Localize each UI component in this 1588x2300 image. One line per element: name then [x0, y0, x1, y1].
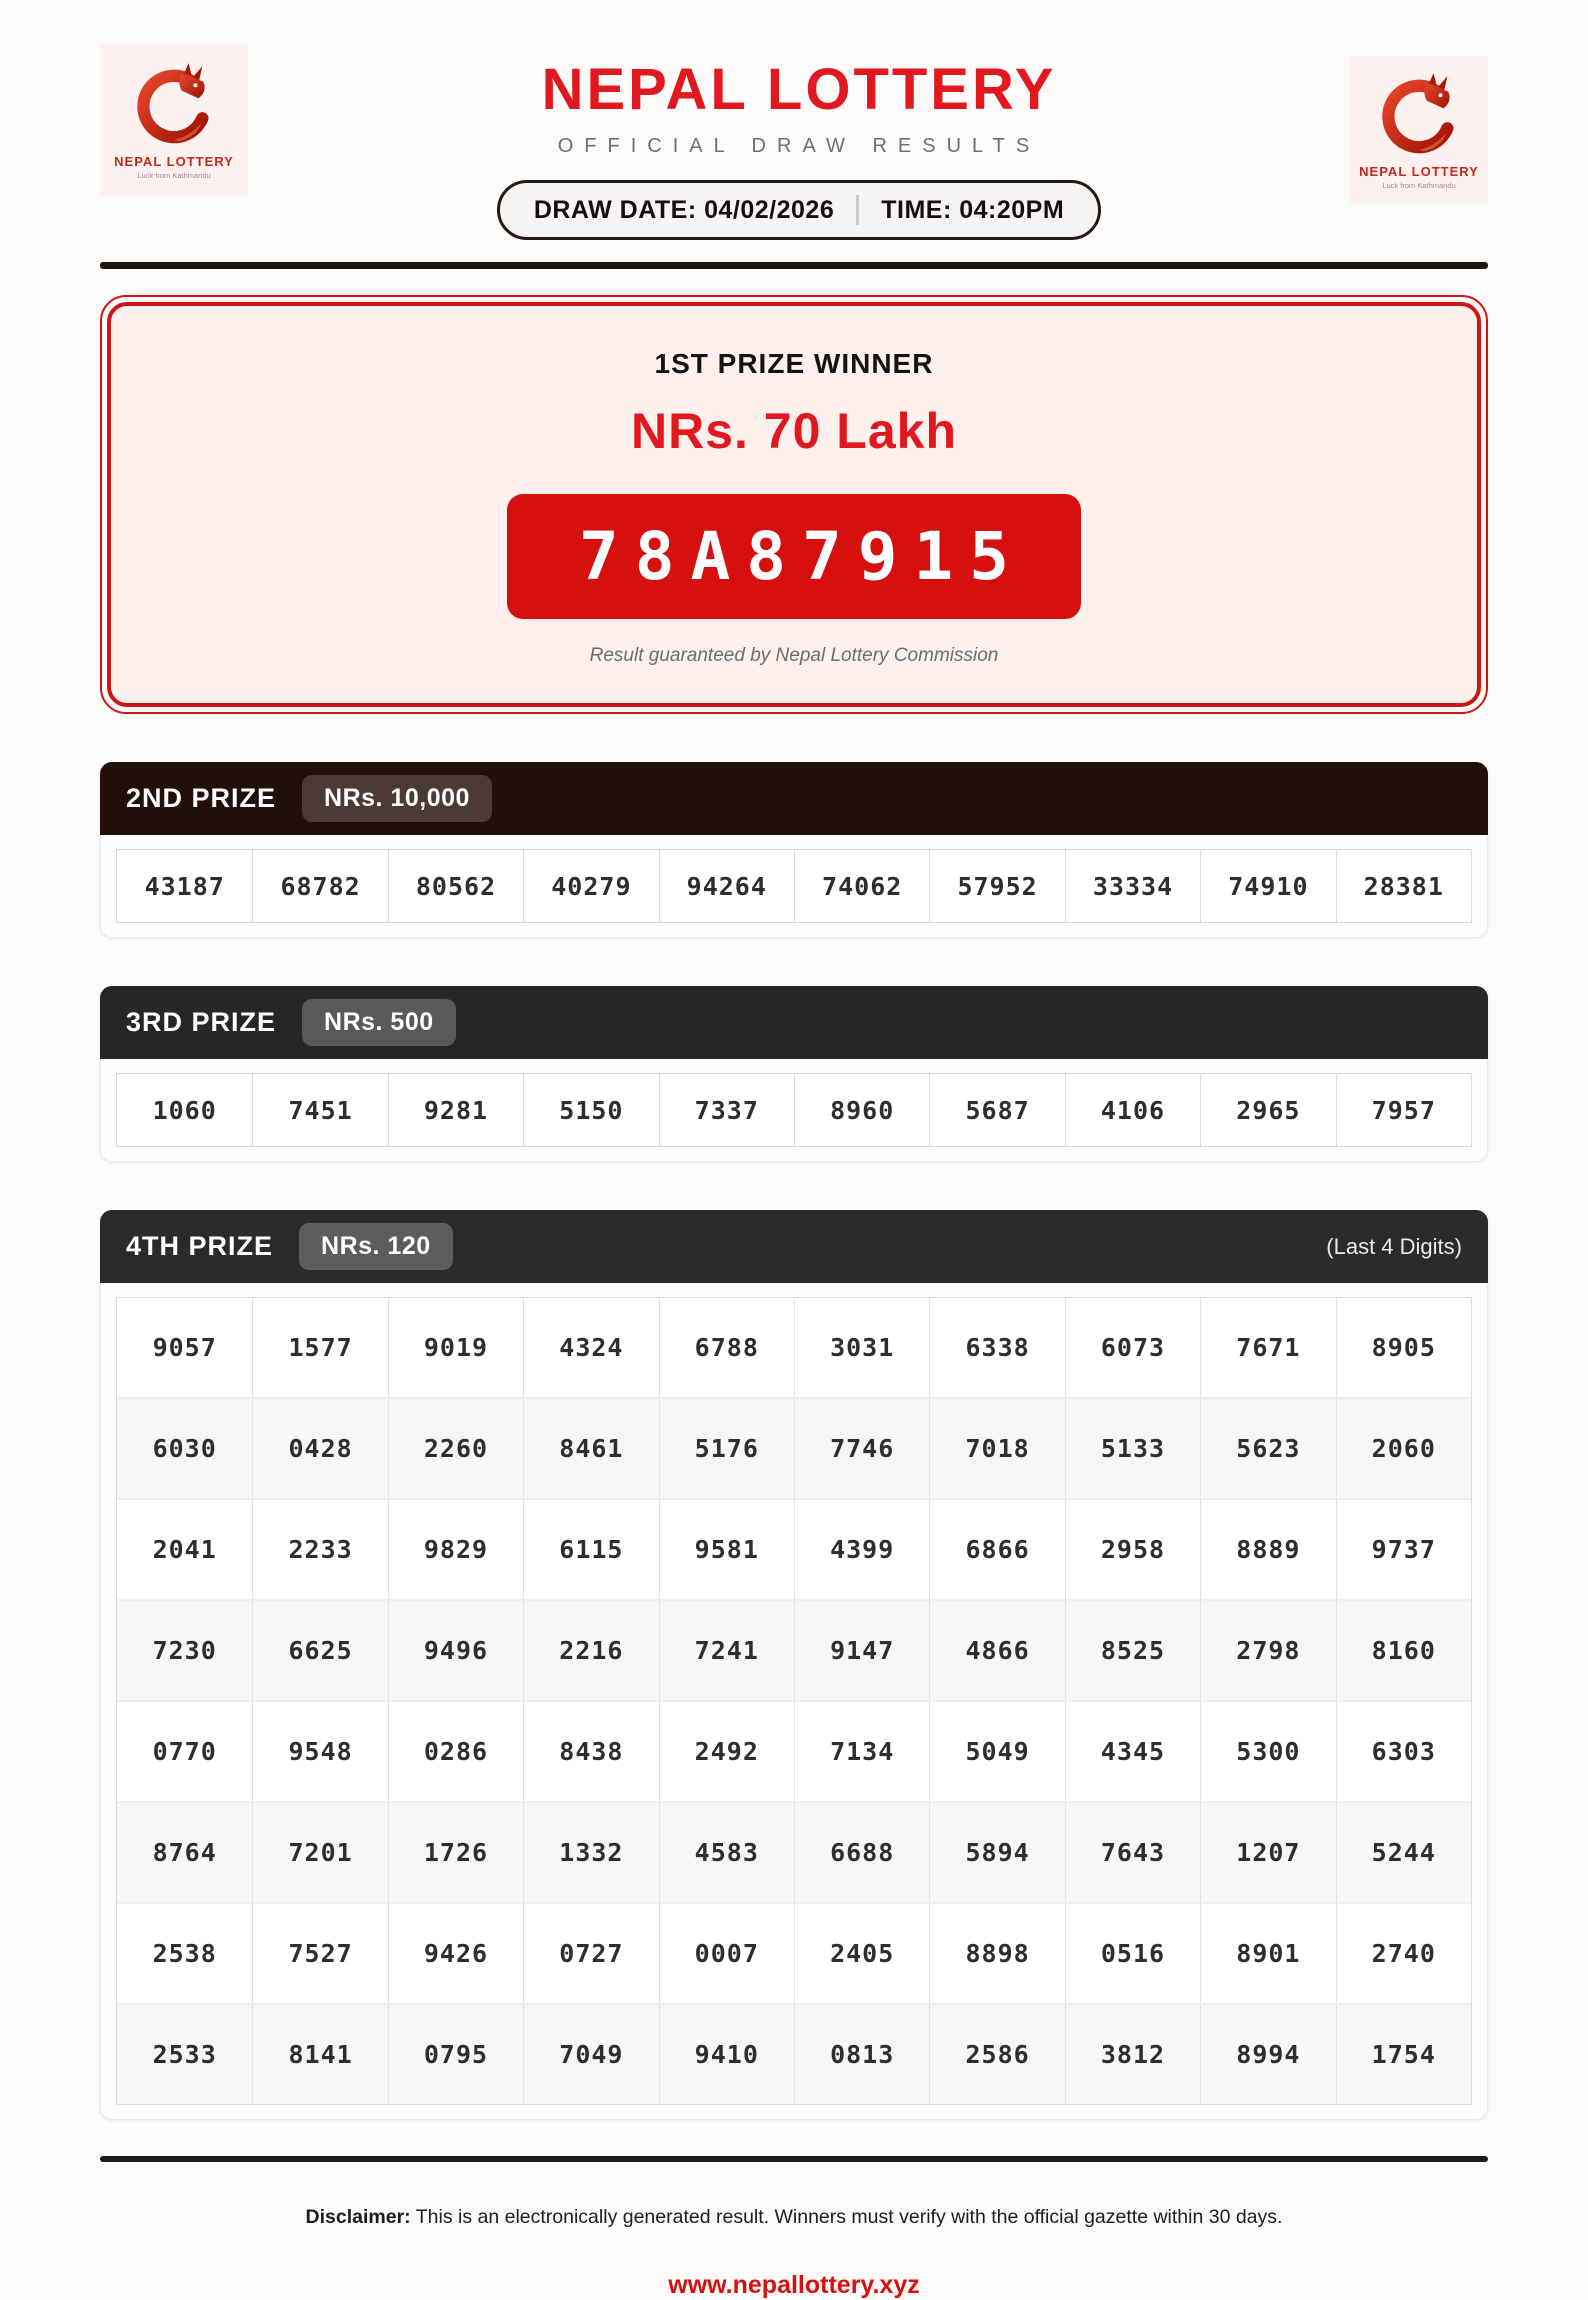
disclaimer-label: Disclaimer:	[305, 2206, 411, 2228]
winning-number: 0813	[794, 2005, 929, 2104]
winning-number: 8905	[1336, 1298, 1471, 1397]
fourth-prize-table	[116, 1297, 1472, 2105]
disclaimer	[100, 2206, 1488, 2229]
logo-right	[1350, 56, 1488, 204]
table-row	[117, 2003, 1471, 2104]
dragon-logo-icon	[1371, 70, 1467, 162]
disclaimer-text: This is an electronically generated result. Winners must verify with the official gazette within 30 days.	[410, 2206, 1283, 2228]
page-subtitle: OFFICIAL DRAW RESULTS	[557, 135, 1041, 157]
logo-tagline: Luck from Kathmandu	[137, 171, 211, 180]
winning-number: 6073	[1065, 1298, 1200, 1397]
winning-number: 2405	[794, 1904, 929, 2003]
first-prize-number-box	[507, 494, 1081, 619]
winning-number: 2233	[252, 1500, 387, 1599]
winning-number: 33334	[1065, 850, 1200, 922]
winning-number: 0516	[1065, 1904, 1200, 2003]
winning-number: 74062	[794, 850, 929, 922]
draw-date-pill	[497, 180, 1101, 240]
winning-number: 1754	[1336, 2005, 1471, 2104]
winning-number: 57952	[929, 850, 1064, 922]
winning-number: 7018	[929, 1399, 1064, 1498]
third-prize-section	[100, 986, 1488, 1162]
winning-number: 6625	[252, 1601, 387, 1700]
second-prize-section	[100, 762, 1488, 938]
winning-number: 6338	[929, 1298, 1064, 1397]
second-prize-amount-badge: NRs. 10,000	[302, 775, 492, 822]
winning-number: 8901	[1200, 1904, 1335, 2003]
winning-number: 9581	[659, 1500, 794, 1599]
winning-number: 7230	[152, 1636, 217, 1665]
first-prize-amount: NRs. 70 Lakh	[630, 403, 957, 459]
table-row	[117, 1498, 1471, 1599]
fourth-prize-label: 4TH PRIZE	[126, 1231, 274, 1261]
winning-number: 8889	[1200, 1500, 1335, 1599]
fourth-prize-amount-badge: NRs. 120	[299, 1223, 453, 1270]
winning-number: 7241	[659, 1601, 794, 1700]
winning-number: 2740	[1336, 1904, 1471, 2003]
winning-number: 8438	[523, 1702, 658, 1801]
table-row	[117, 1397, 1471, 1498]
header	[100, 42, 1488, 240]
winning-number: 7643	[1065, 1803, 1200, 1902]
dragon-logo-icon	[126, 60, 222, 152]
third-prize-amount-badge: NRs. 500	[302, 999, 456, 1046]
winning-number: 5150	[523, 1074, 658, 1146]
fourth-prize-header	[100, 1210, 1488, 1283]
second-prize-body	[100, 835, 1488, 938]
logo-left	[100, 44, 248, 196]
winning-number: 7746	[794, 1399, 929, 1498]
winning-number: 74910	[1200, 850, 1335, 922]
winning-number: 2958	[1065, 1500, 1200, 1599]
table-row	[117, 1902, 1471, 2003]
winning-number: 0727	[523, 1904, 658, 2003]
winning-number: 6866	[929, 1500, 1064, 1599]
winning-number: 7134	[794, 1702, 929, 1801]
winning-number: 3812	[1065, 2005, 1200, 2104]
pill-divider	[856, 195, 859, 225]
winning-number: 6115	[523, 1500, 658, 1599]
winning-number: 1207	[1200, 1803, 1335, 1902]
winning-number: 3031	[794, 1298, 929, 1397]
winning-number: 0770	[152, 1737, 217, 1766]
header-divider	[100, 262, 1488, 269]
winning-number: 2798	[1200, 1601, 1335, 1700]
winning-number: 9426	[388, 1904, 523, 2003]
winning-number: 1726	[388, 1803, 523, 1902]
first-prize-number: 78A87915	[579, 518, 1025, 595]
table-row	[117, 1700, 1471, 1801]
winning-number: 0007	[659, 1904, 794, 2003]
first-prize-heading: 1ST PRIZE WINNER	[654, 348, 934, 379]
table-row	[117, 1599, 1471, 1700]
winning-number: 2533	[152, 2040, 217, 2069]
winning-number: 4324	[523, 1298, 658, 1397]
winning-number: 94264	[659, 850, 794, 922]
winning-number: 5623	[1200, 1399, 1335, 1498]
winning-number: 9019	[388, 1298, 523, 1397]
fourth-prize-body	[100, 1283, 1488, 2120]
footer-divider	[100, 2156, 1488, 2162]
winning-number: 9281	[388, 1074, 523, 1146]
winning-number: 8994	[1200, 2005, 1335, 2104]
winning-number: 8898	[929, 1904, 1064, 2003]
winning-number: 9737	[1336, 1500, 1471, 1599]
winning-number: 9829	[388, 1500, 523, 1599]
winning-number: 8525	[1065, 1601, 1200, 1700]
first-prize-card	[100, 295, 1488, 714]
winning-number: 7049	[523, 2005, 658, 2104]
winning-number: 0428	[252, 1399, 387, 1498]
winning-number: 7957	[1336, 1074, 1471, 1146]
winning-number: 80562	[388, 850, 523, 922]
winning-number: 7337	[659, 1074, 794, 1146]
winning-number: 7451	[252, 1074, 387, 1146]
winning-number: 5300	[1200, 1702, 1335, 1801]
winning-number: 5049	[929, 1702, 1064, 1801]
winning-number: 4345	[1065, 1702, 1200, 1801]
fourth-prize-note: (Last 4 Digits)	[1326, 1233, 1462, 1259]
winning-number: 2216	[523, 1601, 658, 1700]
third-prize-label: 3RD PRIZE	[126, 1007, 277, 1037]
winning-number: 6303	[1336, 1702, 1471, 1801]
winning-number: 9147	[794, 1601, 929, 1700]
winning-number: 2260	[388, 1399, 523, 1498]
winning-number: 6688	[794, 1803, 929, 1902]
third-prize-header	[100, 986, 1488, 1059]
page-title: NEPAL LOTTERY	[541, 57, 1057, 122]
winning-number: 6030	[152, 1434, 217, 1463]
winning-number: 7201	[252, 1803, 387, 1902]
winning-number: 8141	[252, 2005, 387, 2104]
winning-number: 40279	[523, 850, 658, 922]
winning-number: 6788	[659, 1298, 794, 1397]
winning-number: 2060	[1336, 1399, 1471, 1498]
winning-number: 9057	[152, 1333, 217, 1362]
third-prize-numbers	[116, 1073, 1472, 1147]
draw-time-label: TIME: 04:20PM	[881, 195, 1065, 224]
winning-number: 8764	[152, 1838, 217, 1867]
second-prize-numbers	[116, 849, 1472, 923]
winning-number: 7527	[252, 1904, 387, 2003]
first-prize-note: Result guaranteed by Nepal Lottery Commission	[589, 645, 999, 666]
winning-number: 4866	[929, 1601, 1064, 1700]
winning-number: 8960	[794, 1074, 929, 1146]
table-row	[117, 1801, 1471, 1902]
winning-number: 43187	[144, 871, 225, 901]
winning-number: 28381	[1336, 850, 1471, 922]
logo-name: NEPAL LOTTERY	[1359, 164, 1479, 179]
fourth-prize-section	[100, 1210, 1488, 2120]
winning-number: 2586	[929, 2005, 1064, 2104]
first-prize-card-inner	[107, 302, 1481, 707]
winning-number: 5176	[659, 1399, 794, 1498]
winning-number: 9410	[659, 2005, 794, 2104]
winning-number: 7671	[1200, 1298, 1335, 1397]
logo-tagline: Luck from Kathmandu	[1382, 181, 1456, 190]
winning-number: 1060	[152, 1095, 217, 1125]
header-center	[248, 42, 1350, 240]
second-prize-label: 2ND PRIZE	[126, 783, 277, 813]
third-prize-body	[100, 1059, 1488, 1162]
winning-number: 5894	[929, 1803, 1064, 1902]
winning-number: 8160	[1336, 1601, 1471, 1700]
winning-number: 9548	[252, 1702, 387, 1801]
winning-number: 0795	[388, 2005, 523, 2104]
lottery-results-page	[100, 0, 1488, 2300]
winning-number: 8461	[523, 1399, 658, 1498]
winning-number: 4106	[1065, 1074, 1200, 1146]
winning-number: 4583	[659, 1803, 794, 1902]
winning-number: 1332	[523, 1803, 658, 1902]
draw-date-label: DRAW DATE: 04/02/2026	[533, 195, 835, 224]
winning-number: 1577	[252, 1298, 387, 1397]
winning-number: 0286	[388, 1702, 523, 1801]
winning-number: 5244	[1336, 1803, 1471, 1902]
winning-number: 2492	[659, 1702, 794, 1801]
winning-number: 2538	[152, 1939, 217, 1968]
winning-number: 4399	[794, 1500, 929, 1599]
logo-name: NEPAL LOTTERY	[114, 154, 234, 169]
winning-number: 2965	[1200, 1074, 1335, 1146]
winning-number: 5687	[929, 1074, 1064, 1146]
winning-number: 9496	[388, 1601, 523, 1700]
second-prize-header	[100, 762, 1488, 835]
website-link[interactable]: www.nepallottery.xyz	[668, 2271, 920, 2299]
winning-number: 2041	[152, 1535, 217, 1564]
winning-number: 5133	[1065, 1399, 1200, 1498]
winning-number: 68782	[252, 850, 387, 922]
table-row	[117, 1298, 1471, 1397]
